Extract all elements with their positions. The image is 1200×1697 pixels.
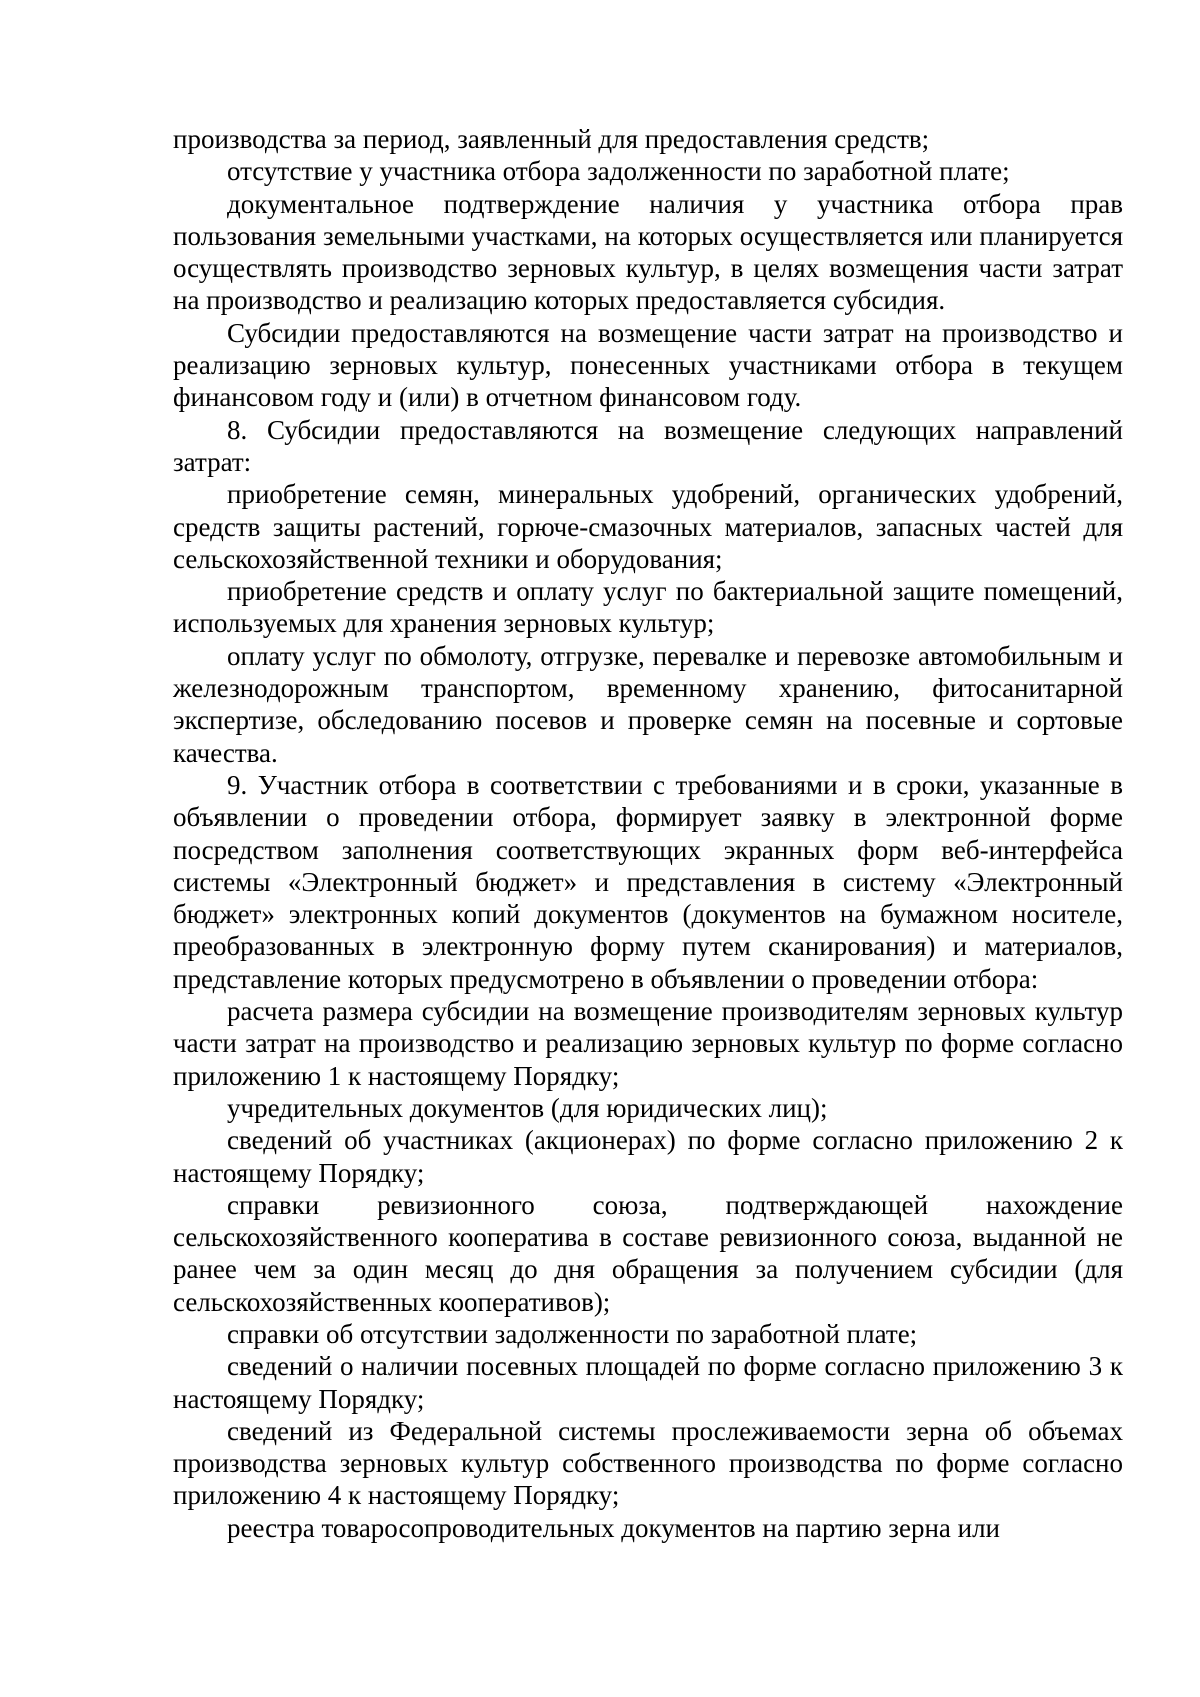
paragraph-shipping-registry: реестра товаросопроводительных документов на партию зерна или [227, 1512, 1001, 1543]
document-page [173, 123, 1123, 1544]
paragraph-shareholders-info: сведений об участниках (акционерах) по форме согласно приложению 2 к настоящему Порядку; [173, 1125, 1123, 1188]
paragraph-threshing-services: оплату услуг по обмолоту, отгрузке, перевалке и перевозке автомобильным и железнодорожным транспортом, временному хранению, фитосанитарной экспертизе, обследованию посевов и проверке семян на посевные и сортовые качества. [173, 640, 1123, 768]
paragraph-grain-traceability: сведений из Федеральной системы прослеживаемости зерна об объемах производства зерновых культур собственного производства по форме согласно приложению 4 к настоящему Порядку; [173, 1415, 1123, 1511]
paragraph-clause-9: 9. Участник отбора в соответствии с требованиями и в сроки, указанные в объявлении о проведении отбора, формирует заявку в электронной форме посредством заполнения соответствующих экранных форм веб-интерфейса системы «Электронный бюджет» и представления в систему «Электронный бюджет» электронных копий документов (документов на бумажном носителе, преобразованных в электронную форму путем сканирования) и материалов, представление которых предусмотрено в объявлении о проведении отбора: [173, 769, 1123, 994]
paragraph-founding-documents: учредительных документов (для юридических лиц); [227, 1092, 828, 1123]
paragraph-no-wage-debt: отсутствие у участника отбора задолженности по заработной плате; [227, 156, 1010, 187]
paragraph-continuation: производства за период, заявленный для предоставления средств; [173, 124, 930, 154]
paragraph-purchase-seeds: приобретение семян, минеральных удобрений, органических удобрений, средств защиты растений, горюче-смазочных материалов, запасных частей для сельскохозяйственной техники и оборудования; [173, 479, 1123, 574]
paragraph-sown-areas: сведений о наличии посевных площадей по форме согласно приложению 3 к настоящему Порядку; [173, 1351, 1123, 1414]
paragraph-bacterial-protection: приобретение средств и оплату услуг по бактериальной защите помещений, используемых для хранения зерновых культур; [173, 576, 1123, 639]
paragraph-subsidy-scope: Субсидии предоставляются на возмещение части затрат на производство и реализацию зерновых культур, понесенных участниками отбора в текущем финансовом году и (или) в отчетном финансовом году. [173, 317, 1123, 413]
paragraph-wage-debt-certificate: справки об отсутствии задолженности по заработной плате; [227, 1318, 918, 1349]
paragraph-land-rights: документальное подтверждение наличия у участника отбора прав пользования земельными участками, на которых осуществляется или планируется осуществлять производство зерновых культур, в целях возмещения части затрат на производство и реализацию которых предоставляется субсидия. [173, 188, 1123, 316]
paragraph-subsidy-calculation: расчета размера субсидии на возмещение производителям зерновых культур части затрат на производство и реализацию зерновых культур по форме согласно приложению 1 к настоящему Порядку; [173, 996, 1123, 1091]
paragraph-clause-8: 8. Субсидии предоставляются на возмещение следующих направлений затрат: [173, 414, 1123, 477]
paragraph-audit-union-certificate: справки ревизионного союза, подтверждающей нахождение сельскохозяйственного кооператива в составе ревизионного союза, выданной не ранее чем за один месяц до дня обращения за получением субсидии (для сельскохозяйственных кооперативов); [173, 1189, 1123, 1317]
